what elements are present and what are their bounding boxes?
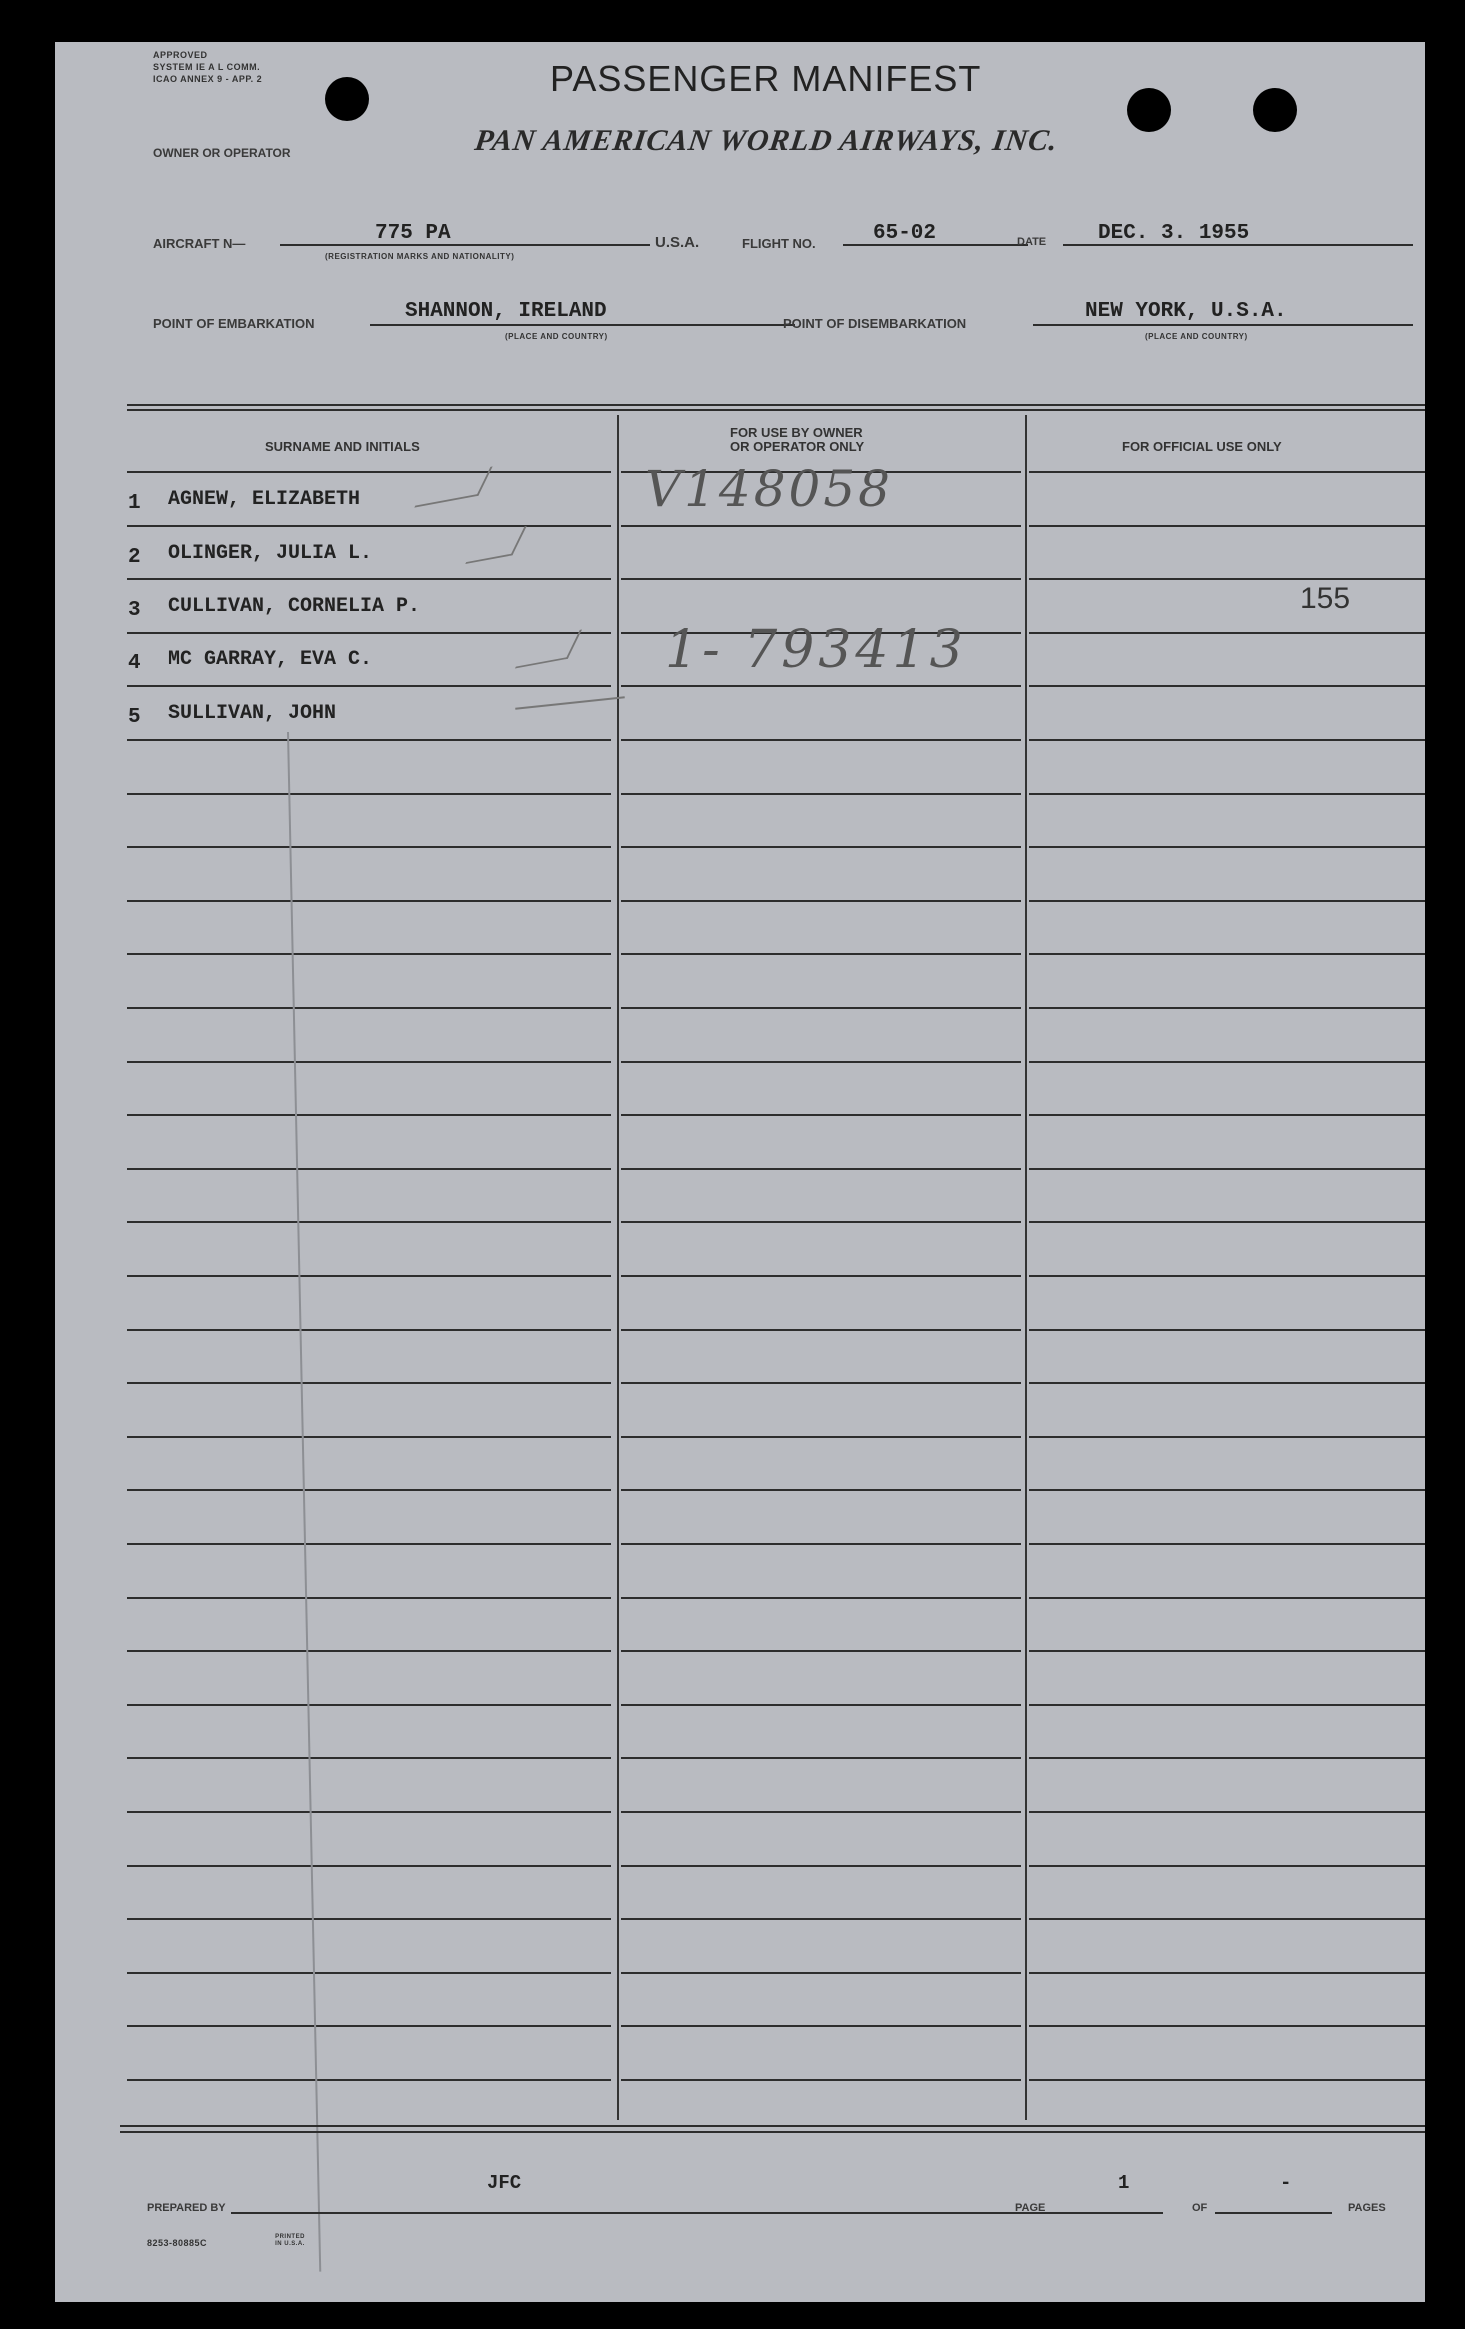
table-rule <box>621 1168 1021 1170</box>
table-rule <box>621 1489 1021 1491</box>
table-rule <box>1029 1918 1425 1920</box>
table-rule <box>621 1543 1021 1545</box>
table-rule <box>1029 1436 1425 1438</box>
owner-note: V148058 <box>645 460 893 518</box>
table-rule <box>1029 1061 1425 1063</box>
table-rule <box>127 1918 611 1920</box>
form-code: 8253-80885C <box>147 2238 208 2248</box>
table-rule <box>621 953 1021 955</box>
table-rule <box>621 1811 1021 1813</box>
table-rule <box>621 1597 1021 1599</box>
passenger-name: SULLIVAN, JOHN <box>168 702 337 725</box>
table-rule <box>127 1704 611 1706</box>
table-rule <box>621 2025 1021 2027</box>
pencil-stroke <box>515 696 625 709</box>
table-rule <box>127 471 611 473</box>
table-rule <box>1029 685 1425 687</box>
table-rule <box>1029 1489 1425 1491</box>
approval-line: SYSTEM IE A L COMM. <box>153 62 261 72</box>
approval-line: ICAO ANNEX 9 - APP. 2 <box>153 74 263 84</box>
prepared-by-value: JFC <box>487 2172 522 2194</box>
table-rule <box>127 1168 611 1170</box>
table-rule <box>621 1221 1021 1223</box>
table-rule <box>621 900 1021 902</box>
aircraft-value: 775 PA <box>375 222 451 245</box>
table-rule <box>127 953 611 955</box>
row-number: 3 <box>128 599 141 622</box>
table-rule <box>1029 1972 1425 1974</box>
table-rule <box>127 525 611 527</box>
table-rule <box>621 1007 1021 1009</box>
table-rule <box>127 1329 611 1331</box>
table-rule <box>127 1436 611 1438</box>
embarkation-label: POINT OF EMBARKATION <box>153 316 315 331</box>
owner-value: PAN AMERICAN WORLD AIRWAYS, INC. <box>472 124 1061 157</box>
check-mark-icon <box>515 629 582 668</box>
table-rule <box>1029 1329 1425 1331</box>
table-rule <box>621 739 1021 741</box>
owner-label: OWNER OR OPERATOR <box>153 146 291 160</box>
table-rule <box>1029 1865 1425 1867</box>
table-rule <box>127 1221 611 1223</box>
table-rule <box>127 1865 611 1867</box>
table-rule <box>621 1382 1021 1384</box>
pages-label: PAGES <box>1348 2202 1386 2214</box>
table-rule <box>1029 2025 1425 2027</box>
table-rule <box>621 525 1021 527</box>
table-rule <box>621 1757 1021 1759</box>
table-rule <box>1029 1221 1425 1223</box>
embarkation-sublabel: (PLACE AND COUNTRY) <box>505 332 608 341</box>
table-rule <box>621 1275 1021 1277</box>
table-rule <box>1029 578 1425 580</box>
of-label: OF <box>1192 2202 1208 2214</box>
embarkation-value: SHANNON, IRELAND <box>405 300 607 323</box>
column-header-owner-2: OR OPERATOR ONLY <box>730 439 865 454</box>
passenger-name: MC GARRAY, EVA C. <box>168 648 373 671</box>
punch-hole <box>325 77 369 121</box>
row-number: 5 <box>128 706 141 729</box>
approval-line: APPROVED <box>153 50 208 60</box>
table-rule <box>127 2079 611 2081</box>
column-header-official: FOR OFFICIAL USE ONLY <box>1122 439 1282 454</box>
passenger-name: OLINGER, JULIA L. <box>168 542 373 565</box>
check-mark-icon <box>465 526 527 564</box>
prepared-by-label: PREPARED BY <box>147 2202 226 2214</box>
manifest-page <box>55 42 1425 2302</box>
table-rule <box>127 793 611 795</box>
page-value: 1 <box>1118 2172 1130 2194</box>
table-rule <box>1029 1007 1425 1009</box>
table-rule <box>127 1114 611 1116</box>
table-rule <box>127 1275 611 1277</box>
table-rule <box>127 1061 611 1063</box>
table-rule <box>1029 1650 1425 1652</box>
table-rule <box>621 1061 1021 1063</box>
punch-hole <box>1127 88 1171 132</box>
table-rule <box>127 578 611 580</box>
table-rule <box>621 1972 1021 1974</box>
table-rule <box>127 846 611 848</box>
column-header-owner-1: FOR USE BY OWNER <box>730 425 863 440</box>
table-rule <box>621 1650 1021 1652</box>
date-value: DEC. 3. 1955 <box>1098 222 1250 245</box>
table-rule <box>1029 1275 1425 1277</box>
table-rule <box>1029 471 1425 473</box>
table-rule <box>621 1918 1021 1920</box>
table-rule <box>1029 1704 1425 1706</box>
table-rule <box>127 1811 611 1813</box>
table-rule <box>1029 525 1425 527</box>
table-rule <box>621 793 1021 795</box>
table-rule <box>621 578 1021 580</box>
table-rule <box>621 1436 1021 1438</box>
table-rule <box>127 1597 611 1599</box>
row-number: 1 <box>128 492 141 515</box>
table-rule <box>1029 1543 1425 1545</box>
table-rule <box>1029 793 1425 795</box>
table-rule <box>1029 1597 1425 1599</box>
flight-label: FLIGHT NO. <box>742 236 816 251</box>
table-rule <box>621 1865 1021 1867</box>
owner-note: 1- 793413 <box>665 620 967 680</box>
table-rule <box>127 1007 611 1009</box>
page-title: PASSENGER MANIFEST <box>550 58 982 99</box>
table-rule <box>127 1757 611 1759</box>
of-value: - <box>1280 2172 1292 2194</box>
table-rule <box>1029 900 1425 902</box>
table-rule <box>621 685 1021 687</box>
disembarkation-label: POINT OF DISEMBARKATION <box>783 316 967 331</box>
table-rule <box>1029 2079 1425 2081</box>
table-rule <box>127 900 611 902</box>
table-rule <box>127 2025 611 2027</box>
flight-value: 65-02 <box>873 222 937 245</box>
usa-label: U.S.A. <box>655 234 700 251</box>
table-rule <box>1029 1114 1425 1116</box>
table-rule <box>127 1382 611 1384</box>
table-rule <box>127 685 611 687</box>
table-rule <box>1029 1811 1425 1813</box>
table-rule <box>621 846 1021 848</box>
table-rule <box>127 632 611 634</box>
column-header-name: SURNAME AND INITIALS <box>265 439 420 454</box>
table-rule <box>1029 1382 1425 1384</box>
table-rule <box>127 1650 611 1652</box>
official-note: 155 <box>1300 582 1351 615</box>
row-number: 2 <box>128 546 141 569</box>
table-rule <box>127 1972 611 1974</box>
punch-hole <box>1253 88 1297 132</box>
passenger-name: CULLIVAN, CORNELIA P. <box>168 595 421 618</box>
table-rule <box>621 2079 1021 2081</box>
table-rule <box>1029 846 1425 848</box>
table-rule <box>127 1489 611 1491</box>
table-rule <box>1029 632 1425 634</box>
table-rule <box>1029 953 1425 955</box>
table-rule <box>127 1543 611 1545</box>
aircraft-sublabel: (REGISTRATION MARKS AND NATIONALITY) <box>325 252 515 261</box>
disembarkation-sublabel: (PLACE AND COUNTRY) <box>1145 332 1248 341</box>
printed-in-stamp: PRINTED IN U.S.A. <box>275 2234 305 2247</box>
page-label: PAGE <box>1015 2202 1046 2214</box>
table-rule <box>127 739 611 741</box>
table-rule <box>1029 1757 1425 1759</box>
disembarkation-value: NEW YORK, U.S.A. <box>1085 300 1287 323</box>
aircraft-label: AIRCRAFT N— <box>153 236 246 251</box>
table-rule <box>621 1704 1021 1706</box>
table-rule <box>621 1114 1021 1116</box>
table-rule <box>621 1329 1021 1331</box>
row-number: 4 <box>128 652 141 675</box>
table-rule <box>1029 739 1425 741</box>
margin-pencil-line <box>287 732 321 2272</box>
date-label: DATE <box>1017 236 1047 248</box>
table-rule <box>1029 1168 1425 1170</box>
passenger-name: AGNEW, ELIZABETH <box>168 488 361 511</box>
